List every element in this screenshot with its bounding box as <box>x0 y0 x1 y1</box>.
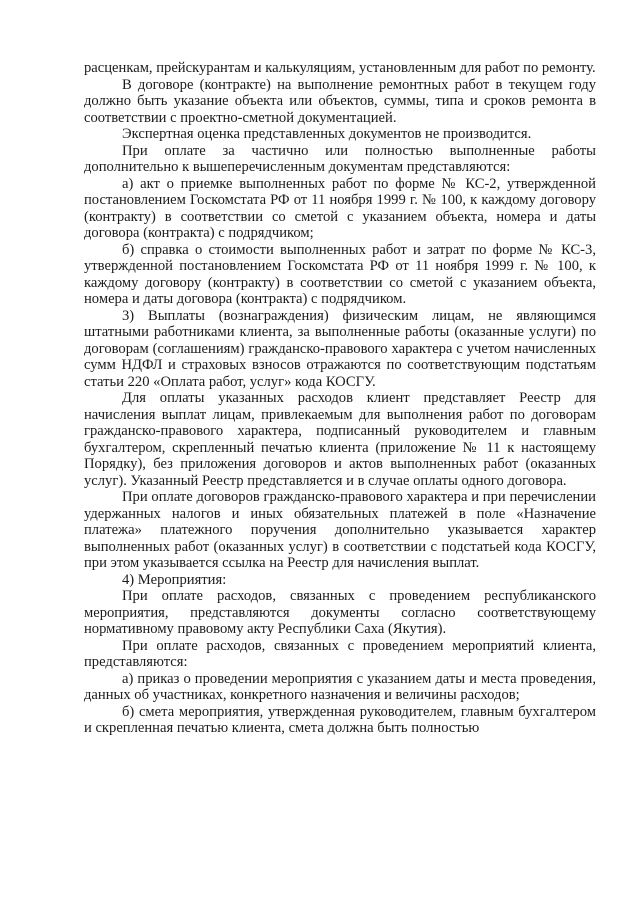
paragraph-9: При оплате договоров гражданско-правового характера и при перечислении удержанных налогов и иных обязательных платежей в поле «Назначение платежа» платежного поручения дополнительно указывается характер выполненных работ (оказанных услуг) в соответствии с подстатьей кода КОСГУ, при этом указывается ссылка на Реестр для начисления выплат. <box>84 489 596 571</box>
paragraph-4: При оплате за частично или полностью выполненные работы дополнительно к вышеперечисленным документам представляются: <box>84 142 596 175</box>
paragraph-5: а) акт о приемке выполненных работ по форме № КС-2, утвержденной постановлением Госкомстата РФ от 11 ноября 1999 г. № 100, к каждому договору (контракту) в соответствии со сметой с указанием объекта, номера и даты договора (контракта) с подрядчиком; <box>84 175 596 241</box>
paragraph-6: б) справка о стоимости выполненных работ и затрат по форме № КС-3, утвержденной постановлением Госкомстата РФ от 11 ноября 1999 г. № 100, к каждому договору (контракту) в соответствии со сметой с указанием объекта, номера и даты договора (контракта) с подрядчиком. <box>84 241 596 307</box>
paragraph-14: б) смета мероприятия, утвержденная руководителем, главным бухгалтером и скрепленная печатью клиента, смета должна быть полностью <box>84 703 596 736</box>
paragraph-13: а) приказ о проведении мероприятия с указанием даты и места проведения, данных об участниках, конкретного назначения и величины расходов; <box>84 670 596 703</box>
paragraph-12: При оплате расходов, связанных с проведением мероприятий клиента, представляются: <box>84 637 596 670</box>
paragraph-7: 3) Выплаты (вознаграждения) физическим лицам, не являющимся штатными работниками клиента, за выполненные работы (оказанные услуги) по договорам (соглашениям) гражданско-правового характера с учетом начисленных сумм НДФЛ и страховых взносов отражаются по соответствующим подстатьям статьи 220 «Оплата работ, услуг» кода КОСГУ. <box>84 307 596 390</box>
paragraph-3: Экспертная оценка представленных документов не производится. <box>122 126 532 142</box>
paragraph-8: Для оплаты указанных расходов клиент представляет Реестр для начисления выплат лицам, привлекаемым для выполнения работ по договорам гражданско-правового характера, подписанный руководителем и главным бухгалтером, скрепленный печатью клиента (приложение № 11 к настоящему Порядку), без приложения договоров и актов выполненных работ (оказанных услуг). Указанный Реестр представляется и в случае оплаты одного договора. <box>84 390 596 489</box>
paragraph-1: расценкам, прейскурантам и калькуляциям, установленным для работ по ремонту. <box>84 60 596 76</box>
paragraph-11: При оплате расходов, связанных с проведением республиканского мероприятия, представляются документы согласно соответствующему нормативному правовому акту Республики Саха (Якутия). <box>84 588 596 637</box>
paragraph-10: 4) Мероприятия: <box>122 571 227 588</box>
paragraph-2: В договоре (контракте) на выполнение ремонтных работ в текущем году должно быть указание объекта или объектов, суммы, типа и сроков ремонта в соответствии с проектно-сметной документацией. <box>84 76 596 126</box>
document-body <box>84 60 596 737</box>
